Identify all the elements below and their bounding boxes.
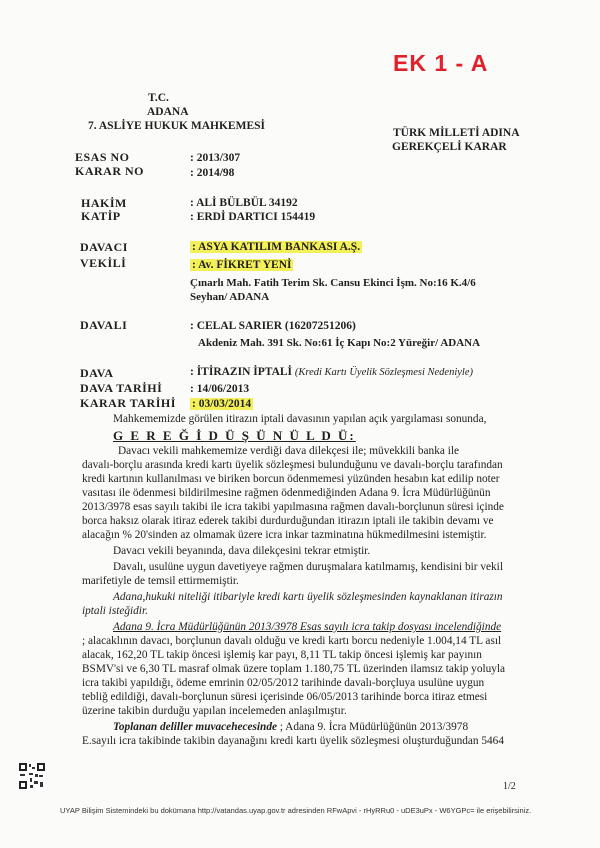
vekil-address-2: Seyhan/ ADANA — [190, 291, 270, 303]
para5-line4: BSMV'si ve 6,30 TL masraf olmak üzere toplam 1.180,75 TL üzerinden ilamsız takip yoluyla — [82, 663, 506, 675]
para5-line5: icra takibi yapıldığı, ödeme emrinin 02/05/2012 tarihinde davalı-borçluya usulüne uygun — [82, 677, 485, 689]
para5-line6: tebliğ edildiği, davalı-borçlunun süresi içerisinde 06/05/2013 tarihinde borca itiraz etmesi — [82, 691, 488, 703]
vekil-address-1: Çınarlı Mah. Fatih Terim Sk. Cansu Ekinci İşm. No:16 K.4/6 — [190, 277, 476, 289]
para2: Davacı vekili beyanında, dava dilekçesini tekrar etmiştir. — [113, 545, 371, 557]
footer-text: UYAP Bilişim Sistemindeki bu dokümana http://vatandas.uyap.gov.tr adresinden RFwApvi - rHyRRu0 - uDE3uPx - W6YGPc= ile erişebilirsiniz. — [60, 806, 532, 815]
para1-line1: Davacı vekili mahkememize verdiği dava dilekçesi ile; müvekkili banka ile — [118, 445, 459, 457]
value-karar-no: : 2014/98 — [190, 167, 235, 179]
value-katip: : ERDİ DARTICI 154419 — [190, 211, 316, 223]
para6-line2: E.sayılı icra takibinde takibin dayanağını kredi kartı üyelik sözleşmesi oluşturduğundan 5464 — [82, 735, 504, 747]
para4-line1: Adana,hukuki niteliği itibariyle kredi kartı üyelik sözleşmesinden kaynaklanan itirazın — [113, 591, 503, 603]
intro-text: Mahkememizde görülen itirazın iptali davasının yapılan açık yargılaması sonunda, — [113, 413, 487, 425]
value-esas-no: : 2013/307 — [190, 152, 241, 164]
label-karar-tarihi: KARAR TARİHİ — [80, 396, 176, 410]
label-hakim: HAKİM — [81, 196, 127, 210]
page-number: 1/2 — [503, 781, 516, 792]
value-dava-tarihi: : 14/06/2013 — [190, 383, 250, 395]
para5-line2: ; alacaklının davacı, borçlunun davalı olduğu ve kredi kartı borcu nedeniyle 1.004,14 TL asıl — [82, 635, 502, 647]
para6-rest: ; Adana 9. İcra Müdürlüğünün 2013/3978 — [279, 721, 469, 733]
davali-address: Akdeniz Mah. 391 Sk. No:61 İç Kapı No:2 Yüreğir/ ADANA — [198, 337, 481, 349]
value-karar-tarihi — [190, 398, 253, 410]
para6-italic: Toplanan deliller muvacehecesinde — [113, 721, 278, 733]
para6-line1 — [113, 721, 468, 734]
para5-line3: alacak, 162,20 TL takip öncesi işlemiş kar payı, 8,11 TL takip öncesi işlemiş kar payının — [82, 649, 482, 661]
para1-line4: vasıtası ile ödenmesi bildirilmesine rağmen ödenmediğinden Adana 9. İcra Müdürlüğünün — [82, 487, 491, 499]
vekili-highlight: : Av. FİKRET YENİ — [192, 259, 292, 271]
label-davali: DAVALI — [80, 318, 128, 332]
para1-line7: alacağın % 20'sinden az olmamak üzere icra inkar tazminatına hükmedilmesini istemiştir. — [82, 529, 487, 541]
value-dava — [190, 366, 473, 378]
ek-stamp: EK 1 - A — [393, 50, 489, 76]
davaci-highlight: : ASYA KATILIM BANKASI A.Ş. — [192, 241, 361, 253]
label-esas-no: ESAS NO — [75, 150, 130, 164]
value-hakim: : ALİ BÜLBÜL 34192 — [190, 197, 298, 209]
dava-note: (Kredi Kartı Üyelik Sözleşmesi Nedeniyle) — [294, 367, 473, 378]
label-dava-tarihi: DAVA TARİHİ — [80, 381, 163, 395]
value-vekili — [190, 259, 293, 271]
dava-title: : İTİRAZIN İPTALİ — [190, 366, 293, 378]
para3-line1: Davalı, usulüne uygun davetiyeye rağmen duruşmalara katılmamış, kendisini bir vekil — [113, 561, 503, 573]
court-tc: T.C. — [148, 92, 169, 104]
para4-line2: iptali isteğidir. — [82, 605, 148, 617]
nation-line1: TÜRK MİLLETİ ADINA — [393, 127, 520, 139]
label-dava: DAVA — [80, 366, 114, 380]
label-vekili: VEKİLİ — [80, 256, 127, 270]
para3-line2: marifetiyle de temsil ettirmemiştir. — [82, 575, 239, 587]
geregi-dusunuldu-title: G E R E Ğ İ D Ü Ş Ü N Ü L D Ü: — [113, 428, 356, 443]
nation-line2: GEREKÇELİ KARAR — [392, 141, 507, 153]
para1-line5: 2013/3978 esas sayılı takibi ile icra takibi yapılmasına rağmen davalı-borçlunun süresi içinde — [82, 501, 504, 513]
para1-line6: borca haksız olarak itiraz ederek takibi durdurduğundan itirazın iptali ile takibin devamı ve — [82, 515, 494, 527]
karar-tarihi-highlight: : 03/03/2014 — [192, 398, 252, 410]
qr-code-icon — [18, 762, 46, 790]
court-name: 7. ASLİYE HUKUK MAHKEMESİ — [88, 120, 265, 132]
para1-line3: kredi kartının kullanılması ve biriken borcun ödenmemesi yüzünden hesabın kat edilip noter — [82, 473, 500, 485]
label-davaci: DAVACI — [80, 240, 128, 254]
value-davali: : CELAL SARIER (16207251206) — [190, 320, 356, 332]
label-katip: KATİP — [81, 209, 121, 223]
court-city: ADANA — [147, 106, 189, 118]
para1-line2: davalı-borçlu arasında kredi kartı üyelik sözleşmesi bulunduğunu ve davalı-borçlu tarafından — [82, 459, 503, 471]
para5-line1: Adana 9. İcra Müdürlüğünün 2013/3978 Esas sayılı icra takip dosyası incelendiğinde — [113, 621, 502, 633]
label-karar-no: KARAR NO — [75, 164, 144, 178]
value-davaci — [190, 241, 362, 253]
para5-line7: üzerine takibin durduğu yapılan incelemeden anlaşılmıştır. — [82, 705, 347, 717]
